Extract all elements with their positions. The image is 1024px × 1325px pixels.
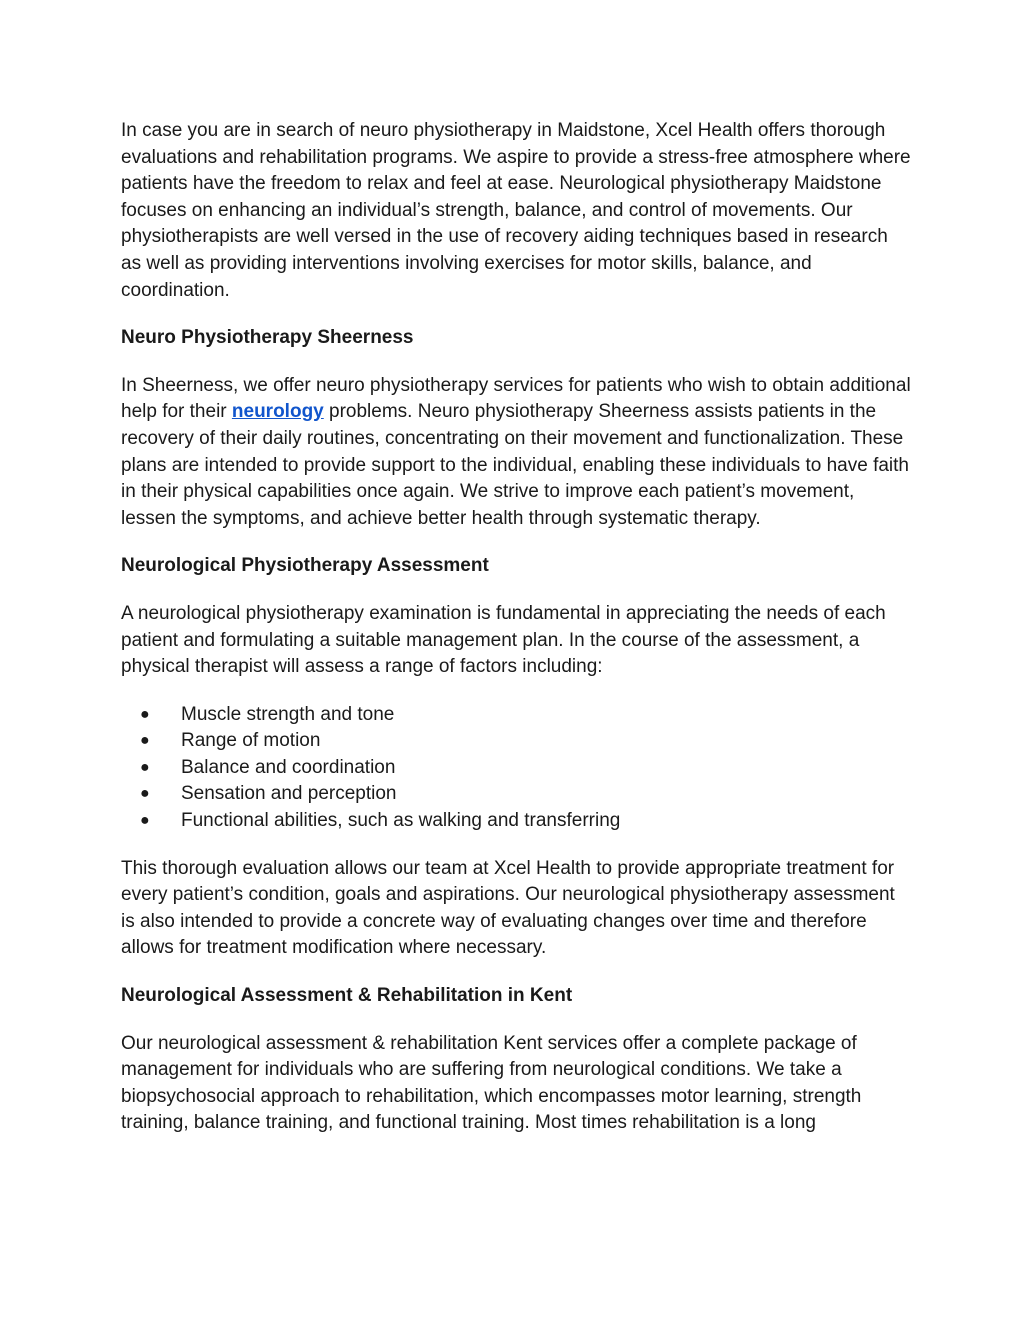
list-item-text: Sensation and perception bbox=[181, 783, 397, 805]
sheerness-paragraph bbox=[121, 373, 911, 533]
bullet-icon: ● bbox=[140, 785, 150, 803]
sheerness-text-before-link: In Sheerness, we offer neuro physiotherapy services for patients who wish to obtain additional help for their bbox=[121, 374, 911, 423]
list-item bbox=[121, 702, 911, 729]
sheerness-text-after-link: problems. Neuro physiotherapy Sheerness assists patients in the recovery of their daily routines, concentrating on their movement and functionalization. These plans are intended to provide support to the individual, enabling these individuals to have faith in their physical capabilities once again. We strive to improve each patient’s movement, lessen the symptoms, and achieve better health through systematic therapy. bbox=[121, 401, 909, 529]
document-page bbox=[121, 118, 911, 1158]
heading-kent: Neurological Assessment & Rehabilitation in Kent bbox=[121, 985, 573, 1007]
kent-paragraph: Our neurological assessment & rehabilitation Kent services offer a complete package of management for individuals who are suffering from neurological conditions. We take a biopsychosocial approach to rehabilitation, which encompasses motor learning, strength training, balance training, and functional training. Most times rehabilitation is a long bbox=[121, 1032, 862, 1134]
list-item-text: Muscle strength and tone bbox=[181, 703, 395, 725]
bullet-icon: ● bbox=[140, 705, 150, 723]
heading-assessment: Neurological Physiotherapy Assessment bbox=[121, 555, 489, 577]
heading-sheerness: Neuro Physiotherapy Sheerness bbox=[121, 327, 414, 349]
assessment-factor-list bbox=[121, 702, 911, 835]
assessment-closing-paragraph: This thorough evaluation allows our team at Xcel Health to provide appropriate treatment for every patient’s condition, goals and aspirations. Our neurological physiotherapy assessment is also intended to provide a concrete way of evaluating changes over time and therefore allows for treatment modification where necessary. bbox=[121, 857, 895, 959]
list-item bbox=[121, 808, 911, 835]
assessment-paragraph: A neurological physiotherapy examination is fundamental in appreciating the needs of each patient and formulating a suitable management plan. In the course of the assessment, a physical therapist will assess a range of factors including: bbox=[121, 602, 886, 678]
list-item bbox=[121, 728, 911, 755]
intro-paragraph: In case you are in search of neuro physiotherapy in Maidstone, Xcel Health offers thorough evaluations and rehabilitation programs. We aspire to provide a stress-free atmosphere where patients have the freedom to relax and feel at ease. Neurological physiotherapy Maidstone focuses on enhancing an individual’s strength, balance, and control of movements. Our physiotherapists are well versed in the use of recovery aiding techniques based in research as well as providing interventions involving exercises for motor skills, balance, and coordination. bbox=[121, 120, 911, 301]
list-item-text: Range of motion bbox=[181, 730, 321, 752]
bullet-icon: ● bbox=[140, 732, 150, 750]
bullet-icon: ● bbox=[140, 812, 150, 830]
list-item bbox=[121, 781, 911, 808]
list-item bbox=[121, 755, 911, 782]
list-item-text: Functional abilities, such as walking and transferring bbox=[181, 810, 621, 832]
bullet-icon: ● bbox=[140, 758, 150, 776]
list-item-text: Balance and coordination bbox=[181, 756, 396, 778]
neurology-link[interactable]: neurology bbox=[231, 401, 324, 423]
